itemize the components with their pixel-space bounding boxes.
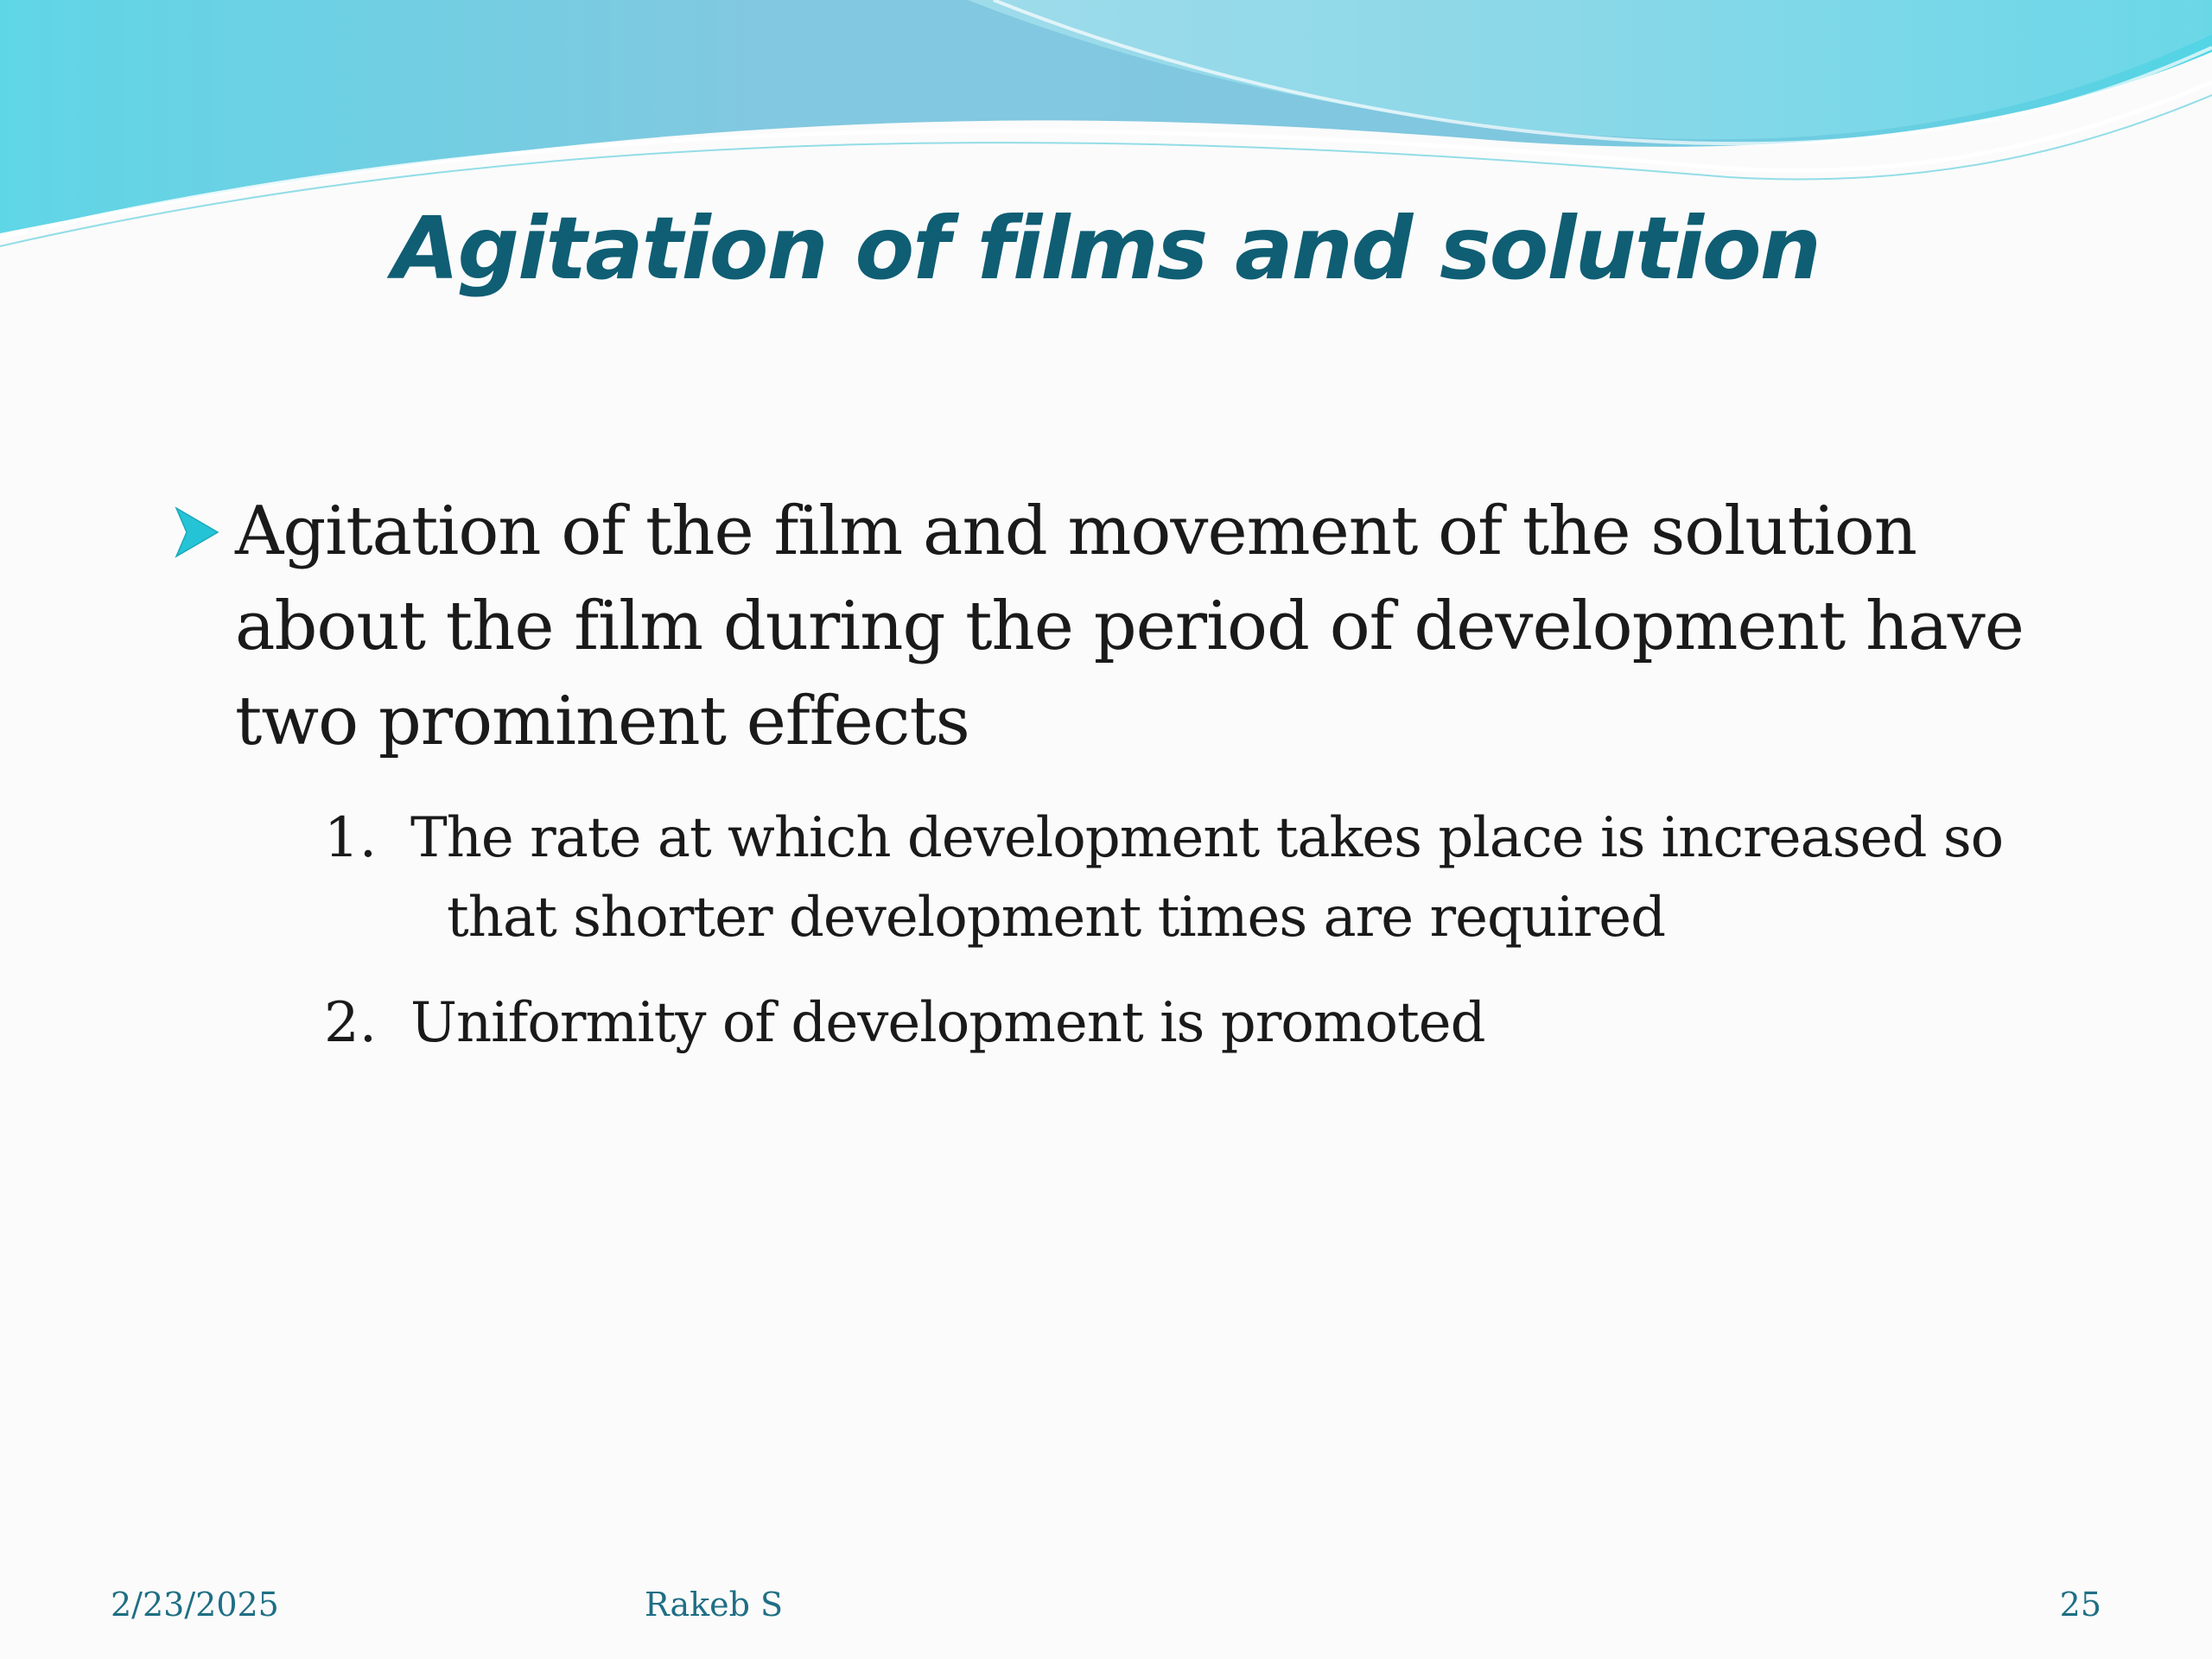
slide-title: Agitation of films and solution: [392, 198, 1820, 299]
list-item: [324, 798, 2108, 957]
list-item: [324, 983, 2108, 1063]
list-item-text: [410, 798, 2108, 957]
main-bullet-line: two prominent effects: [235, 683, 969, 760]
slide-number: 25: [2059, 1586, 2101, 1624]
list-item-number: 2.: [324, 991, 378, 1055]
main-bullet-line: about the film during the period of development have: [235, 588, 2024, 665]
footer-date: 2/23/2025: [111, 1586, 279, 1624]
list-item-line: that shorter development times are required: [447, 886, 1666, 950]
main-bullet-text: [235, 484, 2108, 769]
list-item-line: The rate at which development takes place is increased so: [410, 806, 2004, 870]
list-item-text: [410, 983, 2108, 1063]
numbered-list: [173, 798, 2108, 1063]
list-item-line: Uniformity of development is promoted: [410, 991, 1485, 1055]
main-bullet-line: Agitation of the film and movement of the solution: [235, 493, 1916, 570]
main-bullet-point: [173, 484, 2108, 769]
footer-author: Rakeb S: [645, 1586, 784, 1624]
slide-content: [173, 484, 2108, 1089]
arrow-right-icon: [173, 505, 221, 560]
list-item-number: 1.: [324, 806, 378, 870]
